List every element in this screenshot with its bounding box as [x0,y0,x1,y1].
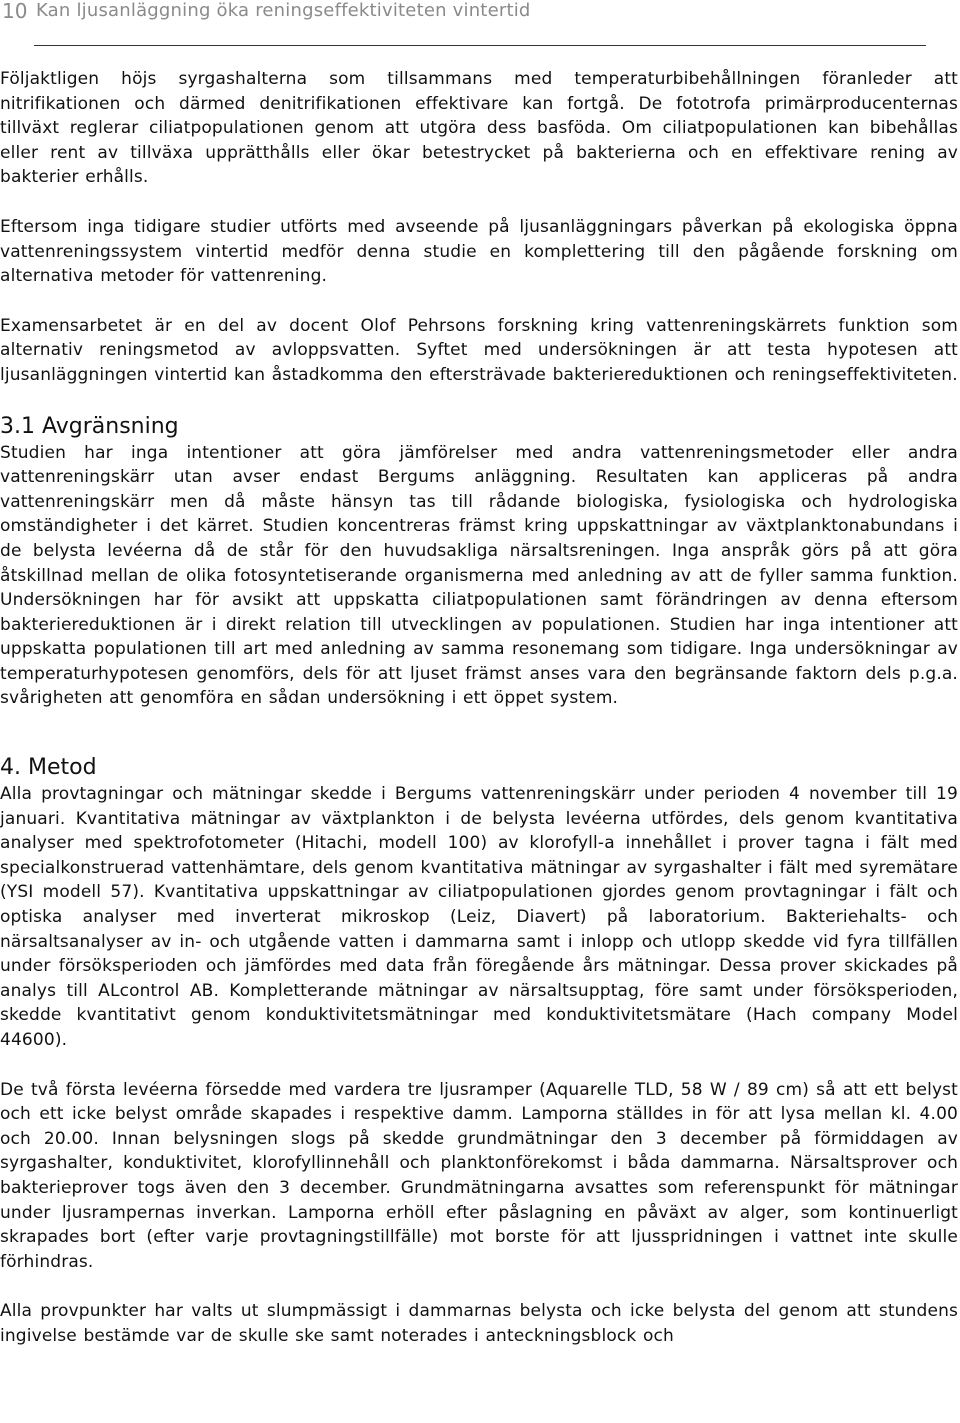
paragraph-previous-studies: Eftersom inga tidigare studier utförts med avseende på ljusanläggningars påverkan på ekologiska öppna vattenreningssystem vintertid medför denna studie en komplettering till den pågående forskning om alternativa metoder för vattenrening. [0,216,958,287]
document-body [0,67,958,1374]
paragraph-purpose: Examensarbetet är en del av docent Olof Pehrsons forskning kring vattenreningskärrets funktion som alternativ reningsmetod av avloppsvatten. Syftet med undersökningen är att testa hypotesen att ljusanläggningen vintertid kan åstadkomma den eftersträvade bakteriereduktionen och reningseffektiviteten. [0,315,958,385]
page-number: 10 [2,0,28,23]
page-header [0,0,960,30]
paragraph-metod-lighting: De två första levéerna försedde med vardera tre ljusramper (Aquarelle TLD, 58 W / 89 cm) så att ett belyst och ett icke belyst område skapades i respektive damm. Lamporna ställdes in för att lysa mellan kl. 4.00 och 20.00. Innan belysningen slogs på skedde grundmätningar den 3 december på förmiddagen av syrgashalter, konduktivitet, klorofyllinnehåll och planktonförekomst i båda dammarna. Närsaltsprover och bakterieprover togs även den 3 december. Grundmätningarna avsattes som referenspunkt för mätningar under ljusrampernas inverkan. Lamporna erhöll efter påslagning en påväxt av alger, som kontinuerligt skrapades bort (efter varje provtagningstillfälle) mot borste för att ljusspridningen i vattnet inte skulle förhindras. [0,1079,958,1272]
header-rule [34,45,926,46]
section-heading-metod: 4. Metod [0,755,97,781]
section-heading-avgransning: 3.1 Avgränsning [0,413,179,439]
paragraph-avgransning: Studien har inga intentioner att göra jämförelser med andra vattenreningsmetoder eller andra vattenreningskärr utan avser endast Bergums anläggning. Resultaten kan appliceras på andra vattenreningskärr men då måste hänsyn tas till rådande biologiska, fysiologiska och hydrologiska omständigheter i det kärret. Studien koncentreras främst kring uppskattningar av växtplanktonabundans i de belysta levéerna då de står för den huvudsakliga närsaltsreningen. Inga anspråk görs på att göra åtskillnad mellan de olika fotosyntetiserande organismerna med anledning av att de fyller samma funktion. Undersökningen har för avsikt att uppskatta ciliatpopulationen samt förändringen av denna eftersom bakteriereduktionen är i direkt relation till utvecklingen av populationen. Studien har inga intentioner att uppskatta populationen till art med anledning av samma resonemang som tidigare. Inga undersökningar av temperaturhypotesen genomförs, dels för att ljuset främst anses vara den begränsande faktorn dels p.g.a. svårigheten att genomföra en sådan undersökning i ett öppet system. [0,442,958,709]
paragraph-nitrification: Följaktligen höjs syrgashalterna som tillsammans med temperaturbibehållningen föranleder att nitrifikationen och därmed denitrifikationen effektivare kan fortgå. De fototrofa primärproducenternas tillväxt reglerar ciliatpopulationen genom att utgöra dess basföda. Om ciliatpopulationen kan bibehållas eller rent av tillväxa upprätthålls eller ökar betestrycket på bakterierna och en effektivare rening av bakterier erhålls. [0,69,958,188]
paragraph-metod-sampling-points: Alla provpunkter har valts ut slumpmässigt i dammarnas belysta och icke belysta del genom att stundens ingivelse bestämde var de skulle ske samt noterades i anteckningsblock och [0,1301,958,1346]
running-title: Kan ljusanläggning öka reningseffektiviteten vintertid [36,0,531,21]
section-spacer [0,736,958,744]
paragraph-metod-sampling: Alla provtagningar och mätningar skedde i Bergums vattenreningskärr under perioden 4 november till 19 januari. Kvantitativa mätningar av växtplankton i de belysta levéerna utfördes, dels genom kvantitativa analyser med spektrofotometer (Hitachi, modell 100) av klorofyll-a innehållet i prover tagna i fält med specialkonstruerad vattenhämtare, dels genom kvantitativa mätningar av syrgashalter i fält med syremätare (YSI modell 57). Kvantitativa uppskattningar av ciliatpopulationen gjordes genom provtagningar i fält och optiska analyser med inverterat mikroskop (Leiz, Diavert) på laboratorium. Bakteriehalts- och närsaltsanalyser av in- och utgående vatten i dammarna samt i inlopp och utlopp skedde vid fyra tillfällen under försöksperioden och jämfördes med data från föregående års mätningar. Dessa prover skickades på analys till ALcontrol AB. Kompletterande mätningar av närsaltsupptag, före samt under försöksperioden, skedde kvantitativt genom konduktivitetsmätningar med konduktivitetsmätare (Hach company Model 44600). [0,784,958,1050]
